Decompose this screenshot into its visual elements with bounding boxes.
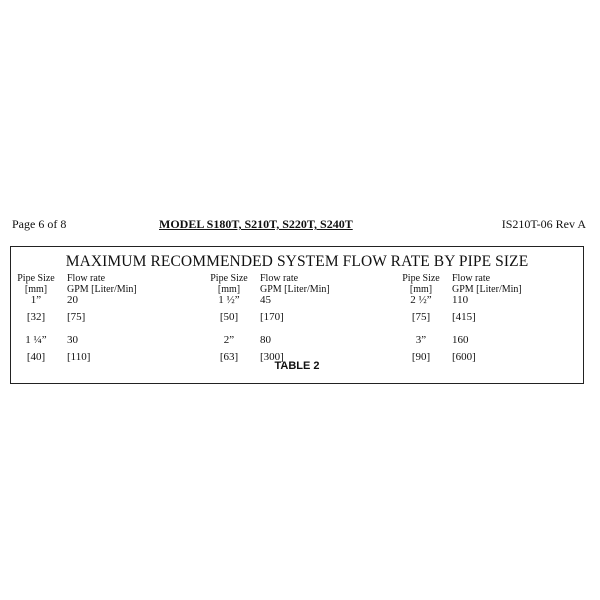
- pipe-size-mm: [32]: [26, 311, 46, 323]
- pipe-size-header-line1: Pipe Size: [210, 273, 248, 284]
- pipe-size-group-2: [208, 273, 388, 363]
- flow-rate-gpm: 45: [260, 294, 271, 306]
- flow-rate-header-line1: Flow rate: [67, 273, 106, 284]
- flow-rate-lpm: [415]: [452, 311, 476, 323]
- pipe-size-inch: 1 ½”: [218, 294, 240, 306]
- document-id: IS210T-06 Rev A: [501, 217, 586, 231]
- pipe-size-inch: 1 ¼”: [25, 334, 47, 346]
- pipe-size-mm: [75]: [411, 311, 431, 323]
- pipe-size-inch: 2 ½”: [410, 294, 432, 306]
- flow-rate-header-line2: GPM [Liter/Min]: [260, 284, 330, 295]
- pipe-size-header-line2: [mm]: [217, 284, 241, 295]
- flow-rate-lpm: [75]: [67, 311, 86, 323]
- pipe-size-group-3: [400, 273, 580, 363]
- flow-rate-header: [260, 273, 330, 295]
- table-title: MAXIMUM RECOMMENDED SYSTEM FLOW RATE BY PIPE SIZE: [65, 253, 529, 270]
- flow-rate-lpm: [600]: [452, 351, 476, 363]
- flow-rate-gpm: 80: [260, 334, 271, 346]
- page-header: [0, 217, 600, 235]
- model-title: MODEL S180T, S210T, S220T, S240T: [159, 217, 353, 231]
- flow-rate-lpm: [300]: [260, 351, 284, 363]
- pipe-size-mm: [50]: [219, 311, 239, 323]
- flow-rate-table: [10, 246, 584, 384]
- pipe-size-header-line2: [mm]: [24, 284, 48, 295]
- pipe-size-mm: [40]: [26, 351, 46, 363]
- pipe-size-inch: 1”: [30, 294, 42, 306]
- flow-rate-header-line1: Flow rate: [260, 273, 299, 284]
- flow-rate-gpm: 30: [67, 334, 78, 346]
- table-caption: TABLE 2: [274, 360, 320, 372]
- pipe-size-group-1: [15, 273, 195, 363]
- flow-rate-header-line1: Flow rate: [452, 273, 491, 284]
- flow-rate-header-line2: GPM [Liter/Min]: [452, 284, 522, 295]
- flow-rate-lpm: [170]: [260, 311, 284, 323]
- pipe-size-header: [15, 273, 57, 295]
- pipe-size-inch: 2”: [223, 334, 235, 346]
- pipe-size-mm: [90]: [411, 351, 431, 363]
- flow-rate-header: [67, 273, 137, 295]
- pipe-size-mm: [63]: [219, 351, 239, 363]
- pipe-size-inch: 3”: [415, 334, 427, 346]
- flow-rate-gpm: 160: [452, 334, 469, 346]
- page-number: Page 6 of 8: [12, 217, 67, 231]
- pipe-size-header-line2: [mm]: [409, 284, 433, 295]
- pipe-size-header-line1: Pipe Size: [17, 273, 55, 284]
- pipe-size-header-line1: Pipe Size: [402, 273, 440, 284]
- flow-rate-header: [452, 273, 522, 295]
- pipe-size-header: [400, 273, 442, 295]
- flow-rate-gpm: 110: [452, 294, 469, 306]
- flow-rate-header-line2: GPM [Liter/Min]: [67, 284, 137, 295]
- flow-rate-gpm: 20: [67, 294, 78, 306]
- flow-rate-lpm: [110]: [67, 351, 91, 363]
- pipe-size-header: [208, 273, 250, 295]
